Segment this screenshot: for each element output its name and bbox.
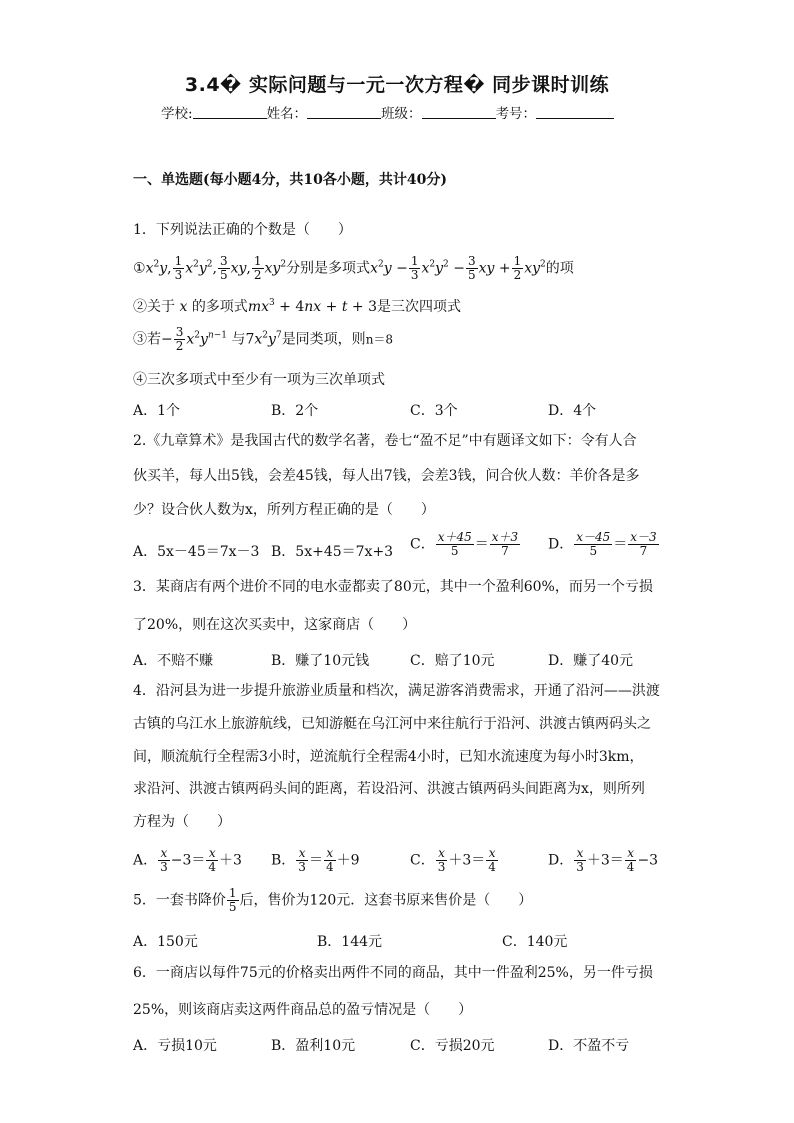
q1-s1-prefix: ① xyxy=(133,260,146,277)
q6-option-b[interactable]: B．盈利10元 xyxy=(271,1038,356,1054)
q1-stem: 1．下列说法正确的个数是（ ） xyxy=(133,222,352,238)
q1-statement-1: $①x^2y$, $\frac{1}{3}$ $x^2y^2$, $\frac{3}{5}$ xy, $\frac{1}{2}$ $xy^2$分别是多项式$x^2y$ − $\frac{1}{3}$ $x^2y^2$ − $\frac{3}{5}$ xy + $\frac{1}{2}$ $xy^2$的项 xyxy=(133,254,574,282)
q2-d-denominator-right: 7 xyxy=(639,544,648,558)
q1-s2-prefix: ②关于 xyxy=(133,299,175,315)
class-blank[interactable] xyxy=(422,106,496,119)
q4-c-op-1: ＋3＝ xyxy=(448,852,486,869)
q1-option-a[interactable]: A．1个 xyxy=(133,403,181,419)
q4-option-d-label: D． xyxy=(548,852,574,869)
q2-c-denominator-right: 7 xyxy=(501,544,509,558)
q4-c-den-2: 4 xyxy=(488,860,496,874)
q2-option-c[interactable] xyxy=(410,531,521,558)
q4-a-op-1: −3＝ xyxy=(170,852,206,869)
q1-s2-var: x xyxy=(179,299,188,315)
q4-option-d[interactable] xyxy=(548,847,658,874)
school-label: 学校: xyxy=(161,106,193,122)
q3-line-1: 3．某商店有两个进价不同的电水壶都卖了80元，其中一个盈利60%，而另一个亏损 xyxy=(133,579,653,595)
name-blank[interactable] xyxy=(307,106,381,119)
section-heading: 一、单选题(每小题4分，共10各小题，共计40分) xyxy=(133,172,447,188)
q4-option-b-label: B． xyxy=(271,852,296,869)
q5-prefix: 5．一套书降价 xyxy=(133,892,226,909)
q2-option-d-label: D． xyxy=(548,536,574,553)
q6-option-c[interactable]: C．亏损20元 xyxy=(410,1038,495,1054)
q5-option-b[interactable]: B．144元 xyxy=(317,934,383,950)
q1-statement-4: ④三次多项式中至少有一项为三次单项式 xyxy=(133,372,385,388)
q4-option-c[interactable] xyxy=(410,847,499,874)
q4-b-op-1: ＝ xyxy=(308,852,323,869)
q4-d-op-2: −3 xyxy=(637,852,659,869)
q4-d-op-1: ＋3＝ xyxy=(586,852,624,869)
q4-b-num-2: x xyxy=(324,847,336,861)
q4-a-num-1: x xyxy=(158,847,170,861)
exam-no-blank[interactable] xyxy=(536,106,614,119)
school-blank[interactable] xyxy=(193,106,267,119)
q2-line-2: 伙买羊，每人出5钱，会差45钱，每人出7钱，会差3钱，问合伙人数：羊价各是多 xyxy=(133,468,640,484)
q5-stem xyxy=(133,887,532,914)
q1-statement-3: ③若− $\frac{3}{2}$ $x^2y^{n-1}$ 与$7x^2y^7$是同类项，则n＝8 xyxy=(133,325,394,353)
q4-d-num-2: x xyxy=(625,847,637,861)
q1-s1-mid: 分别是多项式 xyxy=(286,260,371,277)
q1-option-b[interactable]: B．2个 xyxy=(271,403,319,419)
q4-a-den-1: 3 xyxy=(160,860,168,874)
q3-line-2: 了20%，则在这次买卖中，这家商店（ ） xyxy=(133,617,417,633)
q6-option-d[interactable]: D．不盈不亏 xyxy=(548,1038,630,1054)
q3-option-c[interactable]: C．赔了10元 xyxy=(410,653,495,669)
q4-d-den-2: 4 xyxy=(626,860,635,874)
q2-c-equals: ＝ xyxy=(474,536,489,553)
q1-s3-suffix: 是同类项，则 xyxy=(281,331,366,348)
q2-d-denominator-left: 5 xyxy=(589,544,598,558)
q4-b-op-2: ＋9 xyxy=(336,852,360,869)
q4-option-a[interactable] xyxy=(133,847,242,874)
q3-option-b[interactable]: B．赚了10元钱 xyxy=(271,653,370,669)
q6-option-a[interactable]: A．亏损10元 xyxy=(133,1038,217,1054)
q4-option-a-label: A． xyxy=(133,852,158,869)
q2-option-d[interactable] xyxy=(548,531,660,558)
q1-s3-answer: n＝8 xyxy=(365,332,394,347)
q5-suffix: 后，售价为120元．这套书原来售价是（ ） xyxy=(239,892,533,909)
q4-option-b[interactable] xyxy=(271,847,360,874)
q2-option-b[interactable]: B．5x+45＝7x+3 xyxy=(271,544,394,560)
q2-c-numerator-right: x＋3 xyxy=(491,530,519,544)
q4-c-num-1: x xyxy=(436,847,448,861)
q2-c-numerator-left: x＋45 xyxy=(437,530,472,544)
q3-option-a[interactable]: A．不赔不赚 xyxy=(133,653,214,669)
q1-s3-mid: 与 xyxy=(231,331,246,348)
q2-d-numerator-left: x－45 xyxy=(576,530,611,544)
q4-b-den-2: 4 xyxy=(325,860,334,874)
q6-line-1: 6．一商店以每件75元的价格卖出两件不同的商品，其中一件盈利25%，另一件亏损 xyxy=(133,965,653,981)
q2-option-c-label: C． xyxy=(410,536,435,553)
q4-a-num-2: x xyxy=(206,847,218,861)
q1-s3-prefix: ③若 xyxy=(133,331,161,348)
q3-option-d[interactable]: D．赚了40元 xyxy=(548,653,634,669)
q5-frac-num: 1 xyxy=(228,886,237,900)
q4-c-den-1: 3 xyxy=(437,860,446,874)
q2-line-3: 少？设合伙人数为x，所列方程正确的是（ ） xyxy=(133,502,435,518)
q4-line-3: 间，顺流航行全程需3小时，逆流航行全程需4小时，已知水流速度为每小时3km， xyxy=(133,749,644,765)
q2-c-denominator-left: 5 xyxy=(450,544,459,558)
q4-line-1: 4．沿河县为进一步提升旅游业质量和档次，满足游客消费需求，开通了沿河——洪渡 xyxy=(133,683,660,699)
q1-s2-suffix: 是三次四项式 xyxy=(377,299,462,315)
q4-line-5: 方程为（ ） xyxy=(133,814,231,830)
q4-c-num-2: x xyxy=(486,847,498,861)
q6-line-2: 25%，则该商店卖这两件商品总的盈亏情况是（ ） xyxy=(133,1002,473,1018)
q2-d-numerator-right: x－3 xyxy=(630,530,657,544)
name-label: 姓名： xyxy=(266,106,308,122)
q4-b-den-1: 3 xyxy=(298,860,306,874)
q5-frac-den: 5 xyxy=(228,900,237,914)
q5-option-c[interactable]: C．140元 xyxy=(502,934,568,950)
student-info-line xyxy=(161,102,614,122)
q1-s1-suffix: 的项 xyxy=(545,260,574,277)
q2-option-a[interactable]: A．5x－45＝7x－3 xyxy=(133,544,260,560)
q1-option-c[interactable]: C．3个 xyxy=(410,403,458,419)
q1-s2-mid: 的多项式 xyxy=(191,299,248,315)
q1-statement-2: ②关于 x 的多项式$mx^3 + 4nx + t + 3$是三次四项式 xyxy=(133,298,462,315)
q4-a-op-2: ＋3 xyxy=(219,852,242,869)
q2-d-equals: ＝ xyxy=(613,536,628,553)
q4-line-4: 求沿河、洪渡古镇两码头间的距离，若设沿河、洪渡古镇两码头间距离为x，则所列 xyxy=(133,781,645,797)
q1-option-d[interactable]: D．4个 xyxy=(548,403,597,419)
exam-no-label: 考号： xyxy=(495,106,537,122)
q4-option-c-label: C． xyxy=(410,852,435,869)
class-label: 班级： xyxy=(381,106,422,122)
q4-b-num-1: x xyxy=(296,847,308,861)
q2-line-1: 2.《九章算术》是我国古代的数学名著，卷七“盈不足”中有题译文如下：令有人合 xyxy=(133,433,637,449)
q4-d-num-1: x xyxy=(574,847,586,861)
q5-option-a[interactable]: A．150元 xyxy=(133,934,198,950)
page-title: 3.4� 实际问题与一元一次方程� 同步课时训练 xyxy=(184,74,610,96)
q4-line-2: 古镇的乌江水上旅游航线，已知游艇在乌江河中来往航行于沿河、洪渡古镇两码头之 xyxy=(133,716,651,732)
q4-a-den-2: 4 xyxy=(208,860,217,874)
q4-d-den-1: 3 xyxy=(576,860,584,874)
